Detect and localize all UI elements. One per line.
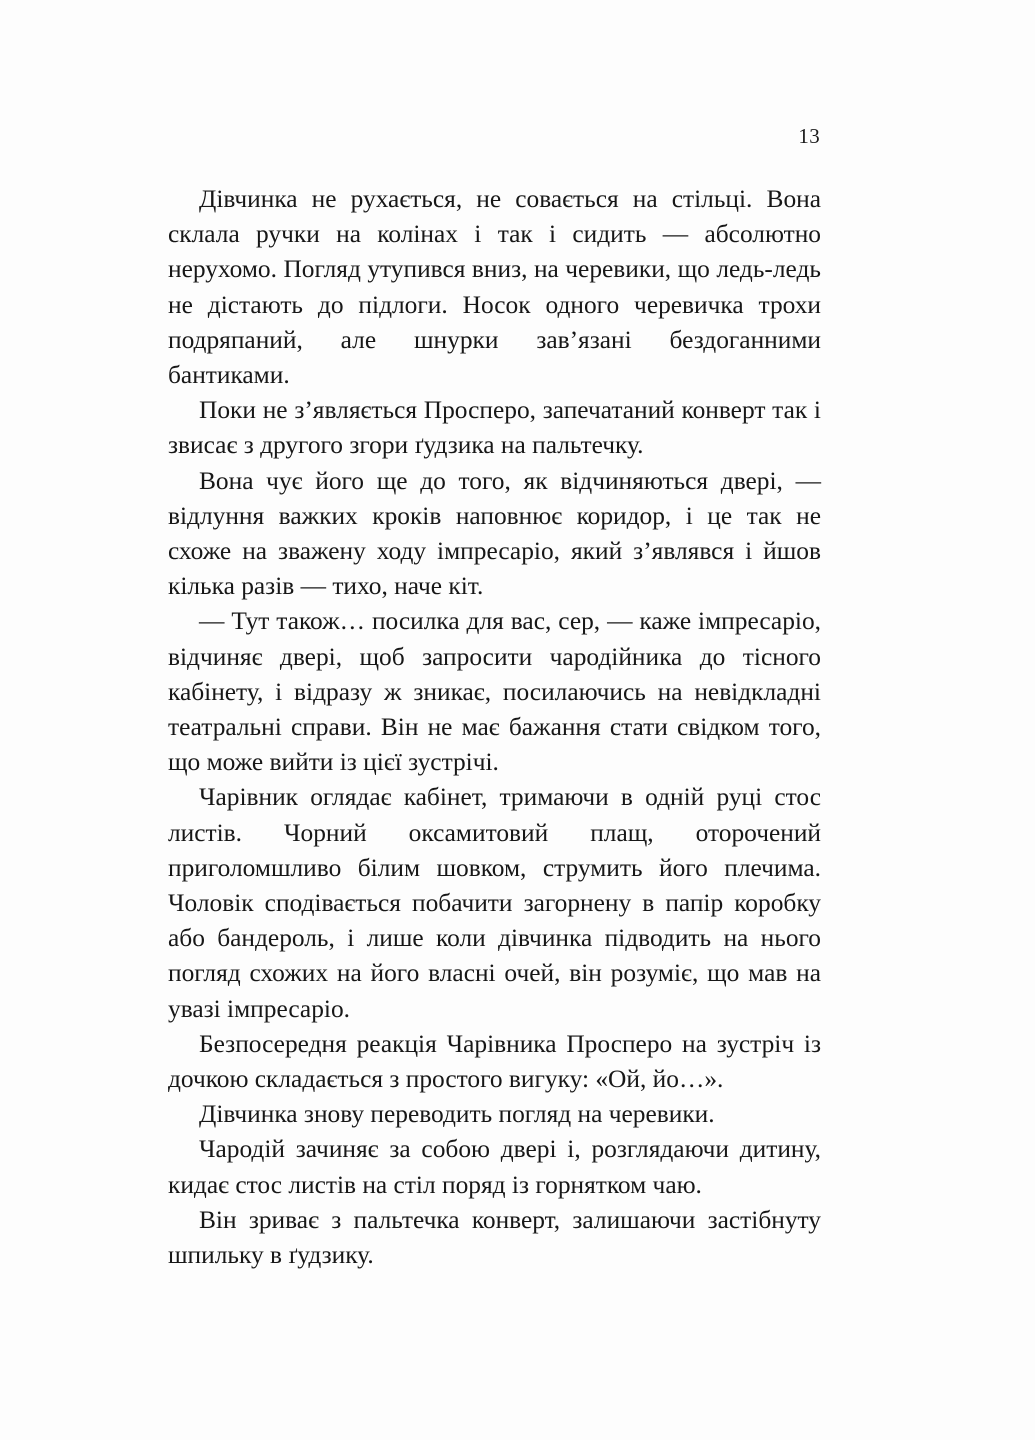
page-number: 13 [798,124,820,148]
paragraph: Чарівник оглядає кабінет, тримаючи в одній руці стос листів. Чорний оксамитовий плащ, оторочений приголомшливо білим шовком, струмить його плечима. Чоловік сподівається побачити загорнену в папір коробку або бандероль, і лише коли дівчинка підводить на нього погляд схожих на його власні очей, він розуміє, що мав на увазі імпресаріо. [168,783,821,1023]
paragraph: — Тут також… посилка для вас, сер, — каже імпресаріо, відчиняє двері, щоб запросити чародійника до тісного кабінету, і відразу ж зникає, посилаючись на невідкладні театральні справи. Він не має бажання стати свідком того, що може вийти із цієї зустрічі. [168,607,821,777]
paragraph: Поки не з’являється Просперо, запечатаний конверт так і звисає з другого згори ґудзика на пальтечку. [168,396,821,460]
paragraph: Безпосередня реакція Чарівника Просперо на зустріч із дочкою складається з простого вигуку: «Ой, йо…». [168,1029,821,1094]
paragraph: Дівчинка знову переводить погляд на черевики. [199,1100,715,1129]
paragraph: Він зриває з пальтечка конверт, залишаючи застібнуту шпильку в ґудзику. [168,1205,821,1270]
paragraph: Дівчинка не рухається, не совається на стільці. Вона склала ручки на колінах і так і сидить — абсолютно нерухомо. Погляд утупився вниз, на черевики, що ледь-ледь не дістають до підлоги. Носок одного черевичка трохи подряпаний, але шнурки зав’язані бездоганними бантиками. [168,185,821,390]
page-text-block [168,182,821,1273]
paragraph: Чародій зачиняє за собою двері і, розглядаючи дитину, кидає стос листів на стіл поряд із горнятком чаю. [168,1135,821,1199]
paragraph: Вона чує його ще до того, як відчиняються двері, — відлуння важких кроків наповнює коридор, і це так не схоже на зважену ходу імпресаріо, який з’являвся і йшов кілька разів — тихо, наче кіт. [168,466,821,601]
